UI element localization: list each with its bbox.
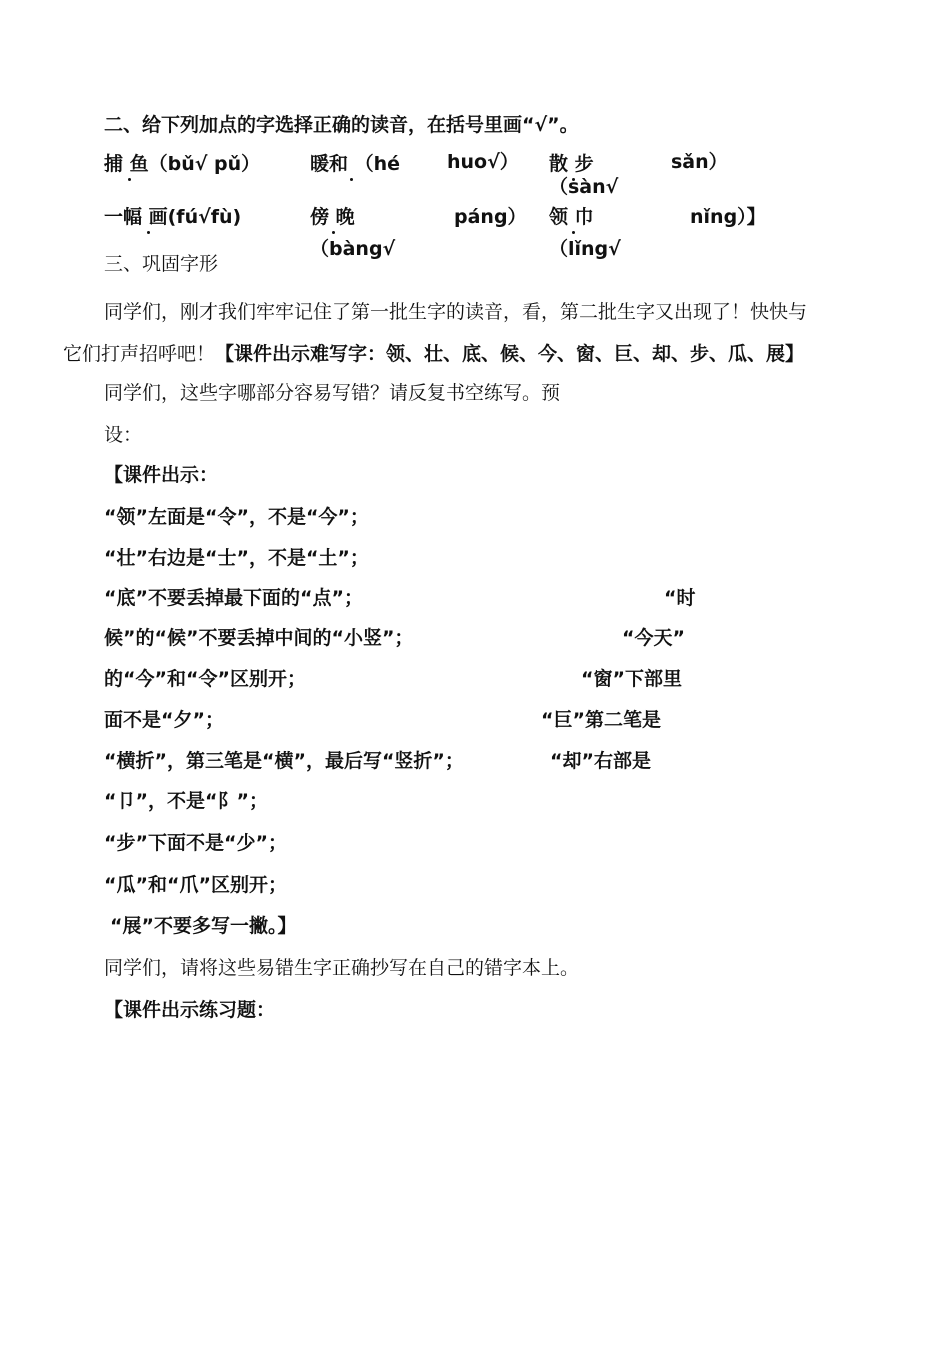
pinyin-option-ning: nǐng）】	[690, 206, 766, 228]
copy-instruction: 同学们，请将这些易错生字正确抄写在自己的错字本上。	[104, 957, 580, 979]
section2-heading: 二、给下列加点的字选择正确的读音，在括号里画“√”。	[104, 114, 579, 136]
pinyin-item-bang: 傍 晚	[310, 206, 355, 228]
intro-line-2	[63, 343, 804, 365]
tip-gua: “瓜”和“爪”区别开；	[104, 874, 287, 896]
question-cont: 设：	[104, 424, 143, 446]
courseware-hard-characters: 【课件出示难写字：领、壮、底、候、今、窗、巨、却、步、瓜、展】	[215, 343, 805, 365]
courseware-label: 【课件出示：	[104, 464, 219, 486]
tip-zhan: “展”不要多写一撇。】	[110, 915, 297, 937]
tip-jintian-start: “今天”	[622, 627, 685, 649]
tip-chuang-start: “窗”下部里	[581, 668, 682, 690]
tip-jin: 的“今”和“令”区别开；	[104, 668, 306, 690]
section3-heading: 三、巩固字形	[104, 253, 219, 275]
intro-line-1: 同学们，刚才我们牢牢记住了第一批生字的读音，看，第二批生字又出现了！快快与	[104, 301, 808, 323]
tip-ling: “领”左面是“令”，不是“今”；	[104, 506, 369, 528]
pinyin-item-bu: 捕 鱼（bǔ√ pǔ）	[104, 153, 261, 175]
tip-hou: 候”的“候”不要丢掉中间的“小竖”；	[104, 627, 414, 649]
pinyin-option-san4: （sàn√	[549, 176, 619, 198]
tip-zhuang: “壮”右边是“士”，不是“土”；	[104, 547, 369, 569]
pinyin-item-he: 暖和 （hé	[310, 153, 401, 175]
pinyin-item-ling: 领 巾	[549, 206, 594, 228]
tip-que-start: “却”右部是	[550, 750, 651, 772]
tip-que: “卩”，不是“阝”；	[104, 790, 268, 812]
emphasis-dot	[128, 178, 131, 181]
pinyin-item-fu: 一幅 画(fú√fù)	[104, 206, 242, 228]
exercise-label: 【课件出示练习题：	[104, 999, 276, 1021]
pinyin-option-ling: （lǐng√	[549, 238, 621, 260]
emphasis-dot	[147, 231, 150, 234]
pinyin-option-huo: huo√）	[447, 151, 519, 173]
question-line: 同学们，这些字哪部分容易写错？请反复书空练写。预	[104, 382, 561, 404]
tip-di: “底”不要丢掉最下面的“点”；	[104, 587, 363, 609]
pinyin-option-pang: páng）	[454, 206, 527, 228]
tip-chuang: 面不是“夕”；	[104, 709, 224, 731]
emphasis-dot	[572, 231, 575, 234]
pinyin-item-san: 散 步	[549, 153, 594, 175]
pinyin-option-san3: sǎn）	[671, 151, 728, 173]
intro-greeting: 它们打声招呼吧！	[63, 343, 216, 365]
tip-ju: “横折”，第三笔是“横”，最后写“竖折”；	[104, 750, 464, 772]
tip-shi-start: “时	[664, 587, 696, 609]
tip-bu: “步”下面不是“少”；	[104, 832, 287, 854]
emphasis-dot	[332, 231, 335, 234]
emphasis-dot	[350, 178, 353, 181]
pinyin-option-bang: （bàng√	[310, 238, 396, 260]
tip-ju-start: “巨”第二笔是	[541, 709, 661, 731]
